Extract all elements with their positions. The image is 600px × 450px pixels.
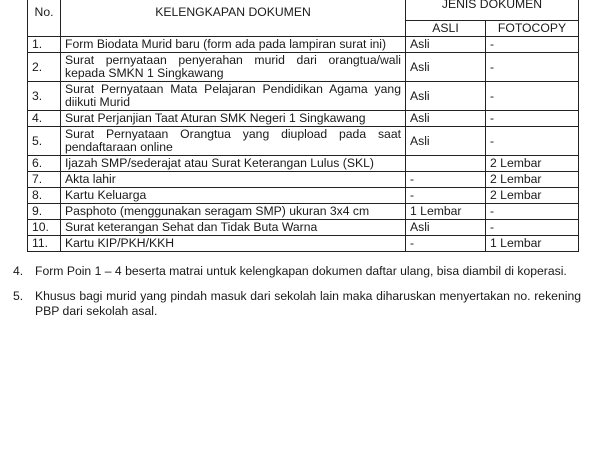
notes-section	[13, 264, 581, 329]
note-number: 4.	[13, 264, 24, 278]
table-row	[28, 156, 579, 172]
header-item: KELENGKAPAN DOKUMEN	[61, 0, 406, 37]
row-asli: -	[406, 236, 486, 252]
row-number: 5.	[28, 127, 61, 156]
row-fotocopy: 1 Lembar	[486, 236, 579, 252]
row-document: Surat Pernyataan Mata Pelajaran Pendidikan Agama yang diikuti Murid	[61, 82, 406, 111]
header-asli: ASLI	[406, 21, 486, 37]
table-row	[28, 204, 579, 220]
row-number: 9.	[28, 204, 61, 220]
row-document: Akta lahir	[61, 172, 406, 188]
note-text: Form Poin 1 – 4 beserta matrai untuk kelengkapan dokumen daftar ulang, bisa diambil di koperasi.	[35, 264, 567, 278]
row-number: 4.	[28, 111, 61, 127]
table-row	[28, 127, 579, 156]
row-asli: Asli	[406, 111, 486, 127]
header-fotocopy: FOTOCOPY	[486, 21, 579, 37]
row-fotocopy: 2 Lembar	[486, 188, 579, 204]
table-row	[28, 111, 579, 127]
row-document: Pasphoto (menggunakan seragam SMP) ukuran 3x4 cm	[61, 204, 406, 220]
table-row	[28, 236, 579, 252]
row-number: 1.	[28, 37, 61, 53]
row-fotocopy: -	[486, 37, 579, 53]
table-row	[28, 188, 579, 204]
row-fotocopy: -	[486, 127, 579, 156]
row-fotocopy: -	[486, 111, 579, 127]
row-asli: Asli	[406, 37, 486, 53]
note-item	[13, 264, 581, 279]
note-item	[13, 289, 581, 319]
note-text: Khusus bagi murid yang pindah masuk dari sekolah lain maka diharuskan menyertakan no. rekening PBP dari sekolah asal.	[35, 289, 581, 318]
row-asli	[406, 156, 486, 172]
row-asli: Asli	[406, 82, 486, 111]
row-document: Kartu KIP/PKH/KKH	[61, 236, 406, 252]
row-fotocopy: -	[486, 204, 579, 220]
row-number: 11.	[28, 236, 61, 252]
row-asli: Asli	[406, 53, 486, 82]
table-row	[28, 37, 579, 53]
row-number: 7.	[28, 172, 61, 188]
row-document: Surat Pernyataan Orangtua yang diupload pada saat pendaftaraan online	[61, 127, 406, 156]
table-row	[28, 53, 579, 82]
row-fotocopy: -	[486, 53, 579, 82]
row-document: Form Biodata Murid baru (form ada pada lampiran surat ini)	[61, 37, 406, 53]
table-row	[28, 220, 579, 236]
row-fotocopy: -	[486, 82, 579, 111]
table-row	[28, 82, 579, 111]
row-asli: Asli	[406, 127, 486, 156]
row-number: 2.	[28, 53, 61, 82]
row-asli: 1 Lembar	[406, 204, 486, 220]
row-number: 10.	[28, 220, 61, 236]
row-asli: -	[406, 188, 486, 204]
header-group: JENIS DOKUMEN	[406, 0, 579, 21]
row-fotocopy: -	[486, 220, 579, 236]
row-document: Surat pernyataan penyerahan murid dari orangtua/wali kepada SMKN 1 Singkawang	[61, 53, 406, 82]
row-document: Ijazah SMP/sederajat atau Surat Keterangan Lulus (SKL)	[61, 156, 406, 172]
row-asli: -	[406, 172, 486, 188]
row-fotocopy: 2 Lembar	[486, 172, 579, 188]
note-number: 5.	[13, 289, 24, 303]
table-row	[28, 172, 579, 188]
row-document: Surat Perjanjian Taat Aturan SMK Negeri 1 Singkawang	[61, 111, 406, 127]
row-number: 3.	[28, 82, 61, 111]
row-number: 6.	[28, 156, 61, 172]
row-document: Surat keterangan Sehat dan Tidak Buta Warna	[61, 220, 406, 236]
header-no: No.	[28, 0, 61, 37]
row-number: 8.	[28, 188, 61, 204]
document-table	[27, 0, 579, 252]
row-asli: Asli	[406, 220, 486, 236]
row-fotocopy: 2 Lembar	[486, 156, 579, 172]
row-document: Kartu Keluarga	[61, 188, 406, 204]
